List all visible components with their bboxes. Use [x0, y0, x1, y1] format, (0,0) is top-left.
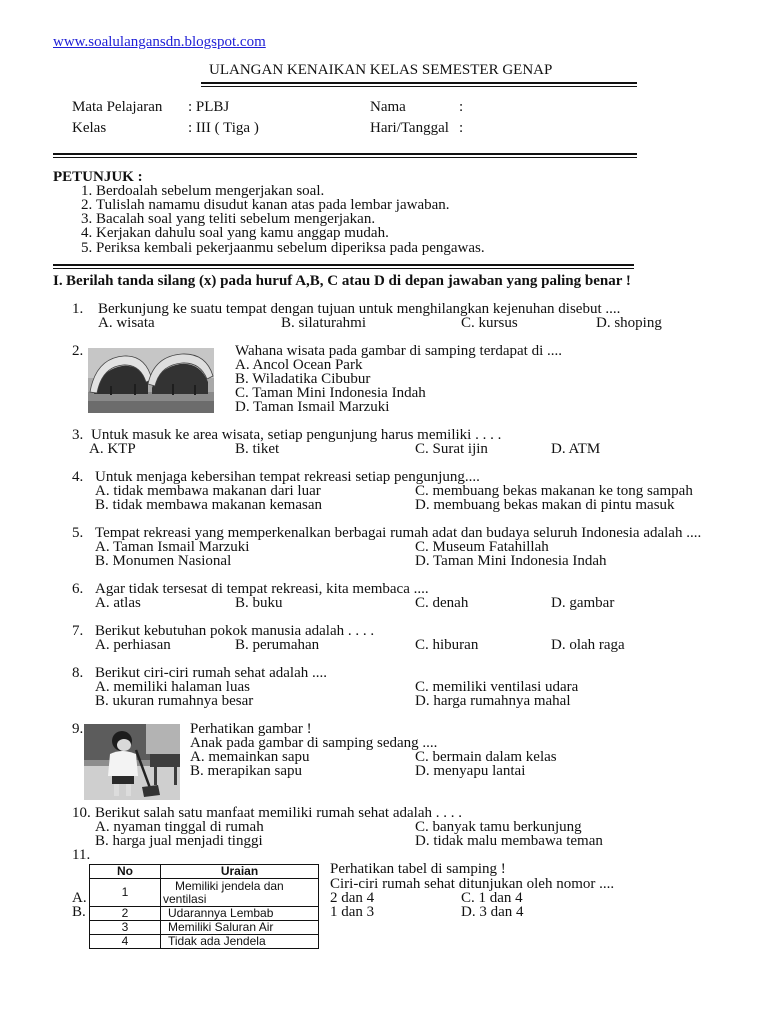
child-face	[117, 739, 131, 751]
answer-option: A. KTP	[89, 441, 136, 457]
question-text: Agar tidak tersesat di tempat rekreasi, kita membaca ....	[95, 581, 429, 597]
column	[134, 384, 136, 395]
table-header-row	[90, 865, 319, 879]
question-text: Anak pada gambar di samping sedang ....	[190, 735, 438, 751]
answer-option: C. banyak tamu berkunjung	[415, 819, 582, 835]
question-text: Ciri-ciri rumah sehat ditunjukan oleh nomor ....	[330, 876, 615, 892]
column	[110, 386, 112, 395]
instruction-text: Tulislah namamu disudut kanan atas pada lembar jawaban.	[96, 197, 450, 213]
child-shirt	[108, 751, 138, 776]
answer-option: C. Taman Mini Indonesia Indah	[235, 385, 426, 401]
answer-option: A. memainkan sapu	[190, 749, 310, 765]
desk-leg	[174, 767, 177, 785]
double-rule-bottom	[53, 268, 634, 269]
answer-option: B. merapikan sapu	[190, 763, 303, 779]
class-label: Kelas	[72, 120, 107, 136]
answer-option: A. nyaman tinggal di rumah	[95, 819, 264, 835]
question-prompt: Perhatikan gambar !	[190, 721, 312, 737]
instruction-text: Periksa kembali pekerjaanmu sebelum diperiksa pada pengawas.	[96, 240, 485, 256]
answer-option: A. tidak membawa makanan dari luar	[95, 483, 321, 499]
child-leg	[126, 784, 131, 796]
question-text: Berikut ciri-ciri rumah sehat adalah ....	[95, 665, 327, 681]
window	[146, 724, 180, 754]
name-value: :	[459, 99, 464, 115]
table-header-uraian: Uraian	[161, 865, 319, 879]
table-cell-uraian	[161, 879, 319, 907]
table-cell-uraian: Udarannya Lembab	[161, 907, 319, 921]
table-cell-no: 1	[90, 879, 161, 907]
question-text: Wahana wisata pada gambar di samping terdapat di ....	[235, 343, 563, 359]
question-number: 1.	[72, 301, 84, 317]
question-number: 8.	[72, 665, 84, 681]
answer-option: D. menyapu lantai	[415, 763, 526, 779]
instruction-text: Berdoalah sebelum mengerjakan soal.	[96, 183, 325, 199]
answer-option: C. Museum Fatahillah	[415, 539, 549, 555]
website-link[interactable]: www.soalulangansdn.blogspot.com	[53, 34, 266, 50]
double-rule-bottom	[201, 86, 637, 87]
question-prompt: Perhatikan tabel di samping !	[330, 861, 506, 877]
answer-option: C. hiburan	[415, 637, 479, 653]
answer-option: D. shoping	[596, 315, 662, 331]
answer-option: B. tidak membawa makanan kemasan	[95, 497, 323, 513]
answer-option: A. Taman Ismail Marzuki	[95, 539, 250, 555]
column	[172, 384, 174, 395]
question-text: Berikut salah satu manfaat memiliki rumah sehat adalah . . . .	[95, 805, 462, 821]
answer-option: B. Monumen Nasional	[95, 553, 232, 569]
answer-option: B. silaturahmi	[281, 315, 366, 331]
question-text: Untuk menjaga kebersihan tempat rekreasi setiap pengunjung....	[95, 469, 480, 485]
instruction-number: 1.	[81, 183, 93, 199]
date-value: :	[459, 120, 464, 136]
instruction-number: 4.	[81, 225, 93, 241]
answer-option: D. olah raga	[551, 637, 625, 653]
child-sweeping-photo	[84, 724, 180, 800]
answer-option: 2 dan 4	[330, 890, 375, 906]
answer-option: B. buku	[235, 595, 283, 611]
instruction-number: 3.	[81, 211, 93, 227]
table-cell-no: 3	[90, 921, 161, 935]
instruction-text: Kerjakan dahulu soal yang kamu anggap mudah.	[96, 225, 389, 241]
child-shorts	[112, 776, 134, 784]
desk-leg	[154, 767, 157, 785]
question-number: 10.	[72, 805, 91, 821]
answer-option-letter: B.	[72, 904, 86, 920]
double-rule-top	[53, 264, 634, 266]
answer-option: C. kursus	[461, 315, 518, 331]
answer-option: C. bermain dalam kelas	[415, 749, 557, 765]
answer-option: B. perumahan	[235, 637, 320, 653]
table-row	[90, 879, 319, 907]
desk	[150, 754, 180, 767]
table-cell-line: ventilasi	[163, 891, 207, 906]
question-number: 3.	[72, 427, 84, 443]
answer-option: D. tidak malu membawa teman	[415, 833, 603, 849]
answer-option-letter: A.	[72, 890, 87, 906]
subject-value: : PLBJ	[188, 99, 230, 115]
answer-option: D. gambar	[551, 595, 615, 611]
question-number: 4.	[72, 469, 84, 485]
answer-option: C. 1 dan 4	[461, 890, 523, 906]
question-text: Berkunjung ke suatu tempat dengan tujuan untuk menghilangkan kejenuhan disebut ....	[98, 301, 621, 317]
answer-option: C. memiliki ventilasi udara	[415, 679, 579, 695]
table-cell-no: 2	[90, 907, 161, 921]
double-rule-top	[201, 82, 637, 84]
question-text: Untuk masuk ke area wisata, setiap pengunjung harus memiliki . . . .	[91, 427, 502, 443]
answer-option: D. Taman Mini Indonesia Indah	[415, 553, 607, 569]
answer-option: D. Taman Ismail Marzuki	[235, 399, 390, 415]
answer-option: B. harga jual menjadi tinggi	[95, 833, 263, 849]
answer-option: 1 dan 3	[330, 904, 375, 920]
question-number: 2.	[72, 343, 84, 359]
answer-option: B. tiket	[235, 441, 280, 457]
table-cell-no: 4	[90, 935, 161, 949]
answer-option: C. membuang bekas makanan ke tong sampah	[415, 483, 693, 499]
answer-option: A. wisata	[98, 315, 155, 331]
table-header-no: No	[90, 865, 161, 879]
question-text: Tempat rekreasi yang memperkenalkan berbagai rumah adat dan budaya seluruh Indonesia adalah ....	[95, 525, 702, 541]
table-row	[90, 935, 319, 949]
instructions-heading: PETUNJUK :	[53, 169, 143, 185]
instruction-number: 2.	[81, 197, 93, 213]
child-leg	[114, 784, 119, 796]
table-cell-uraian: Memiliki Saluran Air	[161, 921, 319, 935]
answer-option: D. membuang bekas makan di pintu masuk	[415, 497, 675, 513]
building-photo	[88, 348, 214, 413]
pavement	[88, 401, 214, 413]
question-number: 7.	[72, 623, 84, 639]
answer-option: B. ukuran rumahnya besar	[95, 693, 254, 709]
question-number: 5.	[72, 525, 84, 541]
double-rule-top	[53, 153, 637, 155]
instruction-number: 5.	[81, 240, 93, 256]
table-cell-uraian: Tidak ada Jendela	[161, 935, 319, 949]
class-value: : III ( Tiga )	[188, 120, 259, 136]
table-row	[90, 921, 319, 935]
section-number: I.	[53, 273, 63, 289]
q11-table	[89, 864, 319, 949]
answer-option: D. 3 dan 4	[461, 904, 524, 920]
section-instruction: Berilah tanda silang (x) pada huruf A,B, C atau D di depan jawaban yang paling benar !	[66, 273, 631, 289]
double-rule-bottom	[53, 157, 637, 158]
column	[194, 385, 196, 395]
answer-option: A. memiliki halaman luas	[95, 679, 250, 695]
name-label: Nama	[370, 99, 406, 115]
table-cell-line: Memiliki jendela dan	[175, 878, 284, 893]
answer-option: C. denah	[415, 595, 469, 611]
exam-title: ULANGAN KENAIKAN KELAS SEMESTER GENAP	[209, 62, 553, 78]
subject-label: Mata Pelajaran	[72, 99, 163, 115]
question-number: 9.	[72, 721, 84, 737]
date-label: Hari/Tanggal	[370, 120, 449, 136]
broom-head	[142, 785, 160, 797]
answer-option: D. harga rumahnya mahal	[415, 693, 571, 709]
answer-option: A. perhiasan	[95, 637, 171, 653]
answer-option: A. Ancol Ocean Park	[235, 357, 363, 373]
question-number: 6.	[72, 581, 84, 597]
table-row	[90, 907, 319, 921]
question-text: Berikut kebutuhan pokok manusia adalah . . . .	[95, 623, 375, 639]
answer-option: A. atlas	[95, 595, 141, 611]
question-number: 11.	[72, 847, 91, 863]
answer-option: D. ATM	[551, 441, 601, 457]
instruction-text: Bacalah soal yang teliti sebelum mengerjakan.	[96, 211, 376, 227]
answer-option: B. Wiladatika Cibubur	[235, 371, 371, 387]
answer-option: C. Surat ijin	[415, 441, 488, 457]
